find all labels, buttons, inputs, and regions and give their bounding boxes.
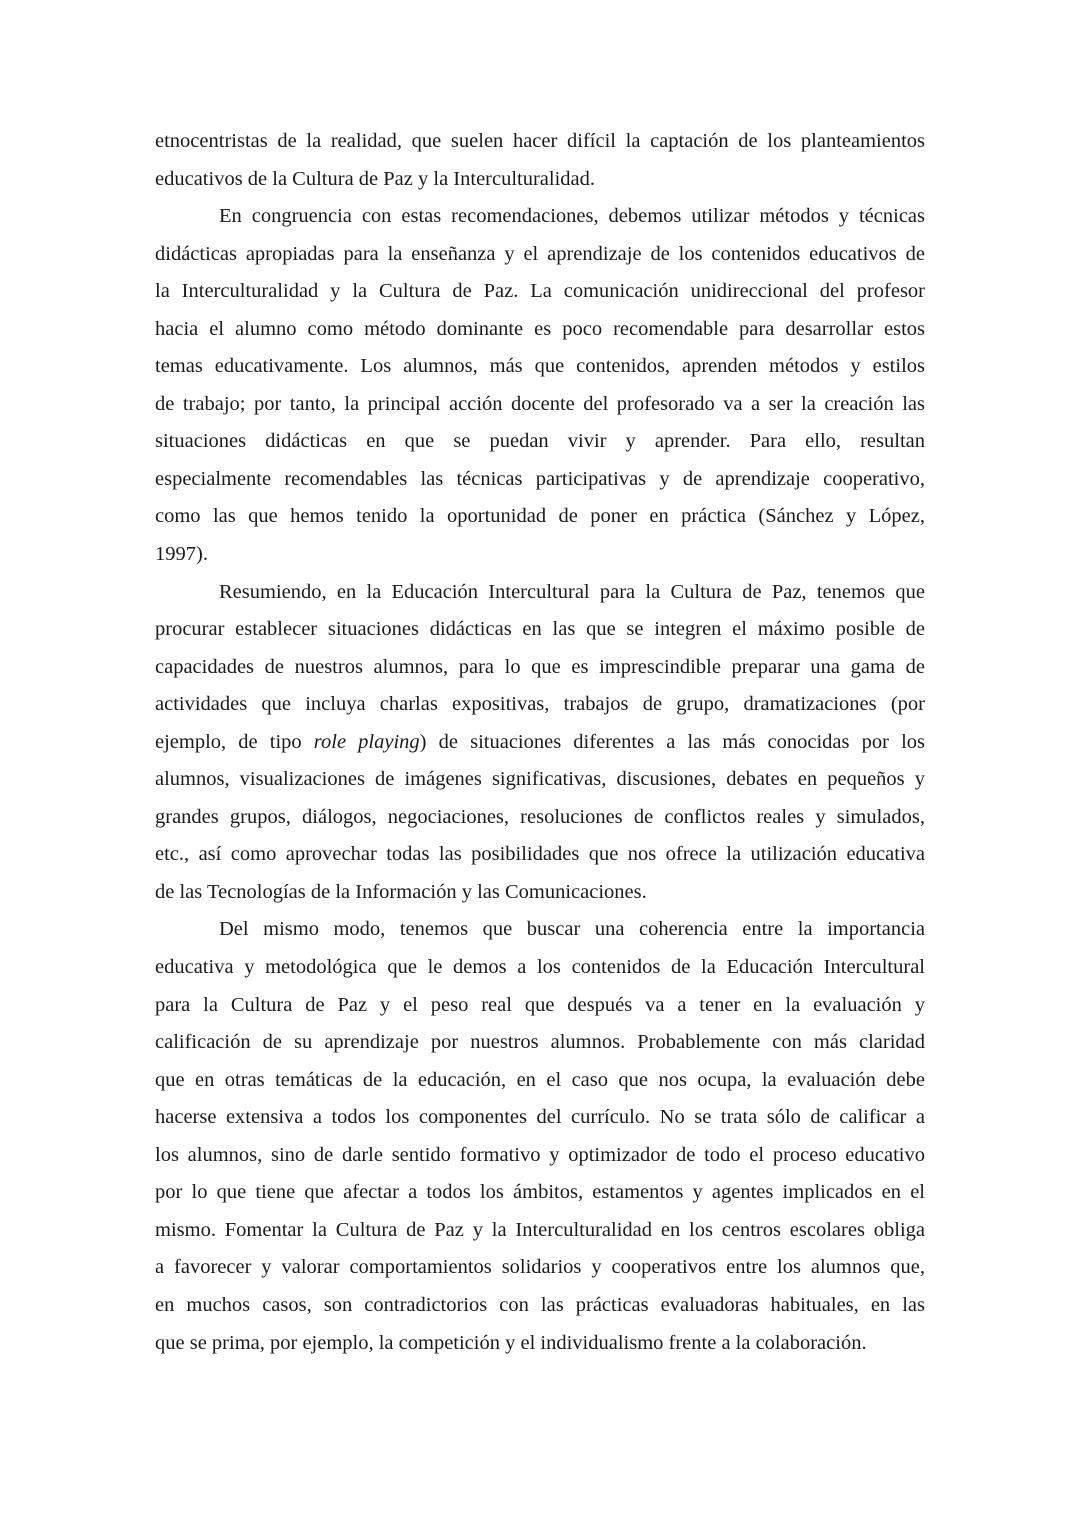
text-line: de las Tecnologías de la Información y las Comunicaciones. [155,880,647,903]
text-segment: ejemplo, de tipo [155,730,314,753]
text-line: como las que hemos tenido la oportunidad de poner en práctica (Sánchez y López, [155,505,925,528]
italic-term: role playing [313,730,420,753]
text-line: etnocentristas de la realidad, que suelen hacer difícil la captación de los planteamientos [155,130,925,152]
text-line: calificación de su aprendizaje por nuestros alumnos. Probablemente con más claridad [155,1031,925,1054]
text-line: de trabajo; por tanto, la principal acción docente del profesorado va a ser la creación las [155,392,925,415]
text-segment: ) de situaciones diferentes a las más conocidas por los [419,730,925,753]
document-page [155,123,925,1362]
paragraph [155,911,925,1362]
text-line: que se prima, por ejemplo, la competición y el individualismo frente a la colaboración. [155,1331,867,1354]
text-line: educativos de la Cultura de Paz y la Interculturalidad. [155,167,596,190]
text-line: educativa y metodológica que le demos a los contenidos de la Educación Intercultural [155,956,925,979]
text-line: que en otras temáticas de la educación, en el caso que nos ocupa, la evaluación debe [155,1068,925,1091]
text-line: para la Cultura de Paz y el peso real que después va a tener en la evaluación y [155,993,925,1016]
text-line: 1997). [155,543,208,566]
text-line: En congruencia con estas recomendaciones, debemos utilizar métodos y técnicas [219,205,925,228]
text-line [155,724,925,762]
text-line: en muchos casos, son contradictorios con las prácticas evaluadoras habituales, en las [155,1293,925,1316]
text-line: Resumiendo, en la Educación Intercultural para la Cultura de Paz, tenemos que [219,580,925,603]
text-line: la Interculturalidad y la Cultura de Paz. La comunicación unidireccional del profesor [155,280,925,303]
text-line: a favorecer y valorar comportamientos solidarios y cooperativos entre los alumnos que, [155,1256,925,1279]
paragraph [155,123,925,198]
text-line: por lo que tiene que afectar a todos los ámbitos, estamentos y agentes implicados en el [155,1181,925,1204]
paragraph [155,574,925,912]
text-line: actividades que incluya charlas expositivas, trabajos de grupo, dramatizaciones (por [155,693,925,716]
text-line: didácticas apropiadas para la enseñanza y el aprendizaje de los contenidos educativos de [155,242,925,265]
text-line: etc., así como aprovechar todas las posibilidades que nos ofrece la utilización educativa [155,843,925,866]
text-line: hacerse extensiva a todos los componentes del currículo. No se trata sólo de calificar a [155,1106,925,1129]
text-line: Del mismo modo, tenemos que buscar una coherencia entre la importancia [219,918,925,941]
text-line: hacia el alumno como método dominante es poco recomendable para desarrollar estos [155,317,925,340]
text-line: los alumnos, sino de darle sentido formativo y optimizador de todo el proceso educativo [155,1143,925,1166]
text-line: alumnos, visualizaciones de imágenes significativas, discusiones, debates en pequeños y [155,768,925,791]
text-line: grandes grupos, diálogos, negociaciones, resoluciones de conflictos reales y simulados, [155,805,925,828]
text-line: situaciones didácticas en que se puedan vivir y aprender. Para ello, resultan [155,430,925,453]
text-line: mismo. Fomentar la Cultura de Paz y la Interculturalidad en los centros escolares obliga [155,1218,925,1241]
text-line: temas educativamente. Los alumnos, más que contenidos, aprenden métodos y estilos [155,355,925,378]
text-line: procurar establecer situaciones didácticas en las que se integren el máximo posible de [155,618,925,641]
text-line: capacidades de nuestros alumnos, para lo que es imprescindible preparar una gama de [155,655,925,678]
text-line: especialmente recomendables las técnicas participativas y de aprendizaje cooperativo, [155,467,925,490]
paragraph [155,198,925,573]
